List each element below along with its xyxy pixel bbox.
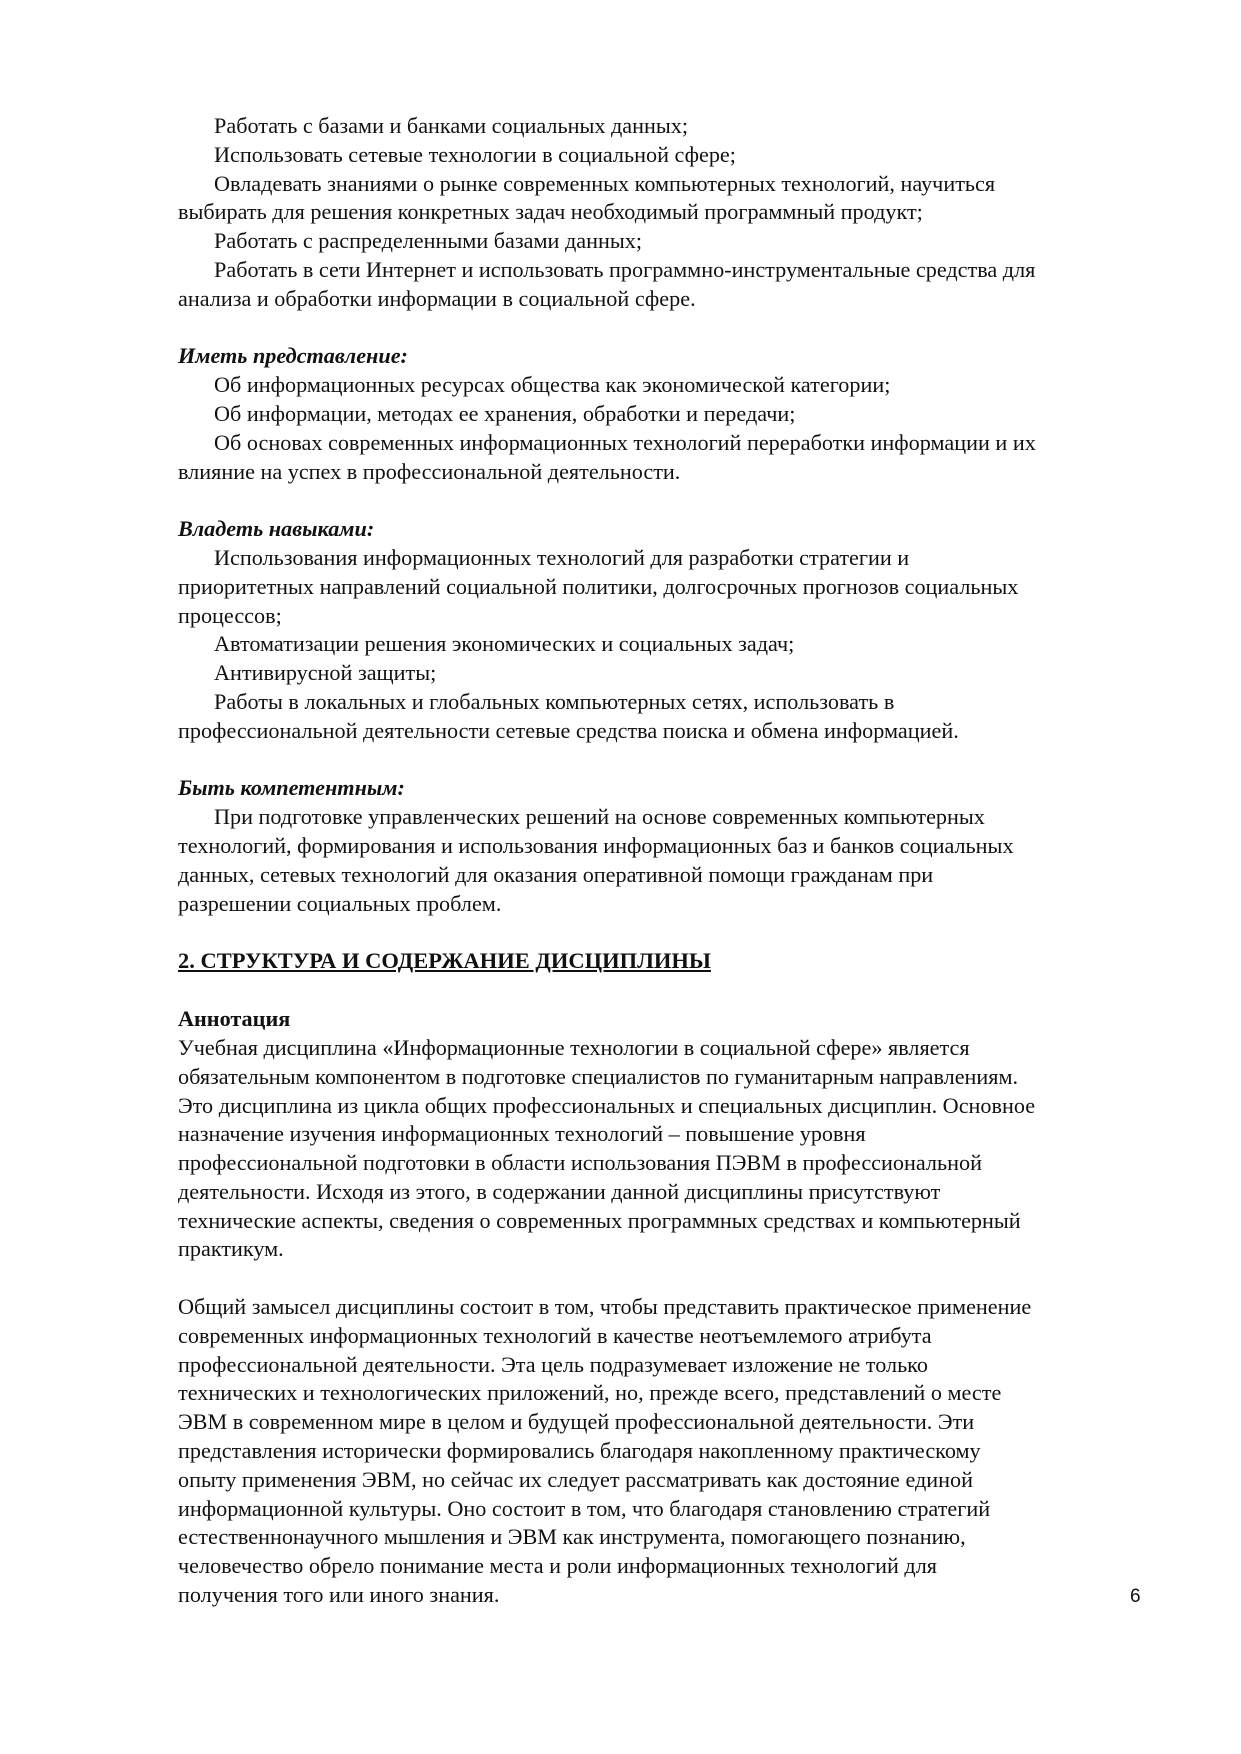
text-line: Об информационных ресурсах общества как экономической категории; xyxy=(214,372,891,398)
text-line: технологий, формирования и использования информационных баз и банков социальных xyxy=(178,832,1014,858)
text-line: данных, сетевых технологий для оказания оперативной помощи гражданам при xyxy=(178,861,934,887)
text-line: приоритетных направлений социальной политики, долгосрочных прогнозов социальных xyxy=(178,573,1019,599)
annotation-block xyxy=(178,1005,1158,1264)
text-line: профессиональной подготовки в области использования ПЭВМ в профессиональной xyxy=(178,1150,982,1176)
text-line: профессиональной деятельности. Эта цель подразумевает изложение не только xyxy=(178,1351,928,1377)
concept-block xyxy=(178,1293,1158,1610)
text-line: Работать в сети Интернет и использовать программно-инструментальные средства для xyxy=(214,256,1036,282)
text-line: Овладевать знаниями о рынке современных компьютерных технологий, научиться xyxy=(214,170,996,196)
representation-heading: Иметь представление: xyxy=(178,343,408,369)
text-line: Это дисциплина из цикла общих профессиональных и специальных дисциплин. Основное xyxy=(178,1092,1036,1118)
text-line: деятельности. Исходя из этого, в содержании данной дисциплины присутствуют xyxy=(178,1178,941,1204)
text-line: анализа и обработки информации в социальной сфере. xyxy=(178,285,696,311)
text-line: технические аспекты, сведения о современных программных средствах и компьютерный xyxy=(178,1207,1021,1233)
spacer xyxy=(178,918,1158,947)
text-line: выбирать для решения конкретных задач необходимый программный продукт; xyxy=(178,199,923,225)
text-line: получения того или иного знания. xyxy=(178,1582,500,1608)
text-line: Работать с распределенными базами данных; xyxy=(214,228,643,254)
document-page xyxy=(178,112,1158,1610)
text-line: назначение изучения информационных технологий – повышение уровня xyxy=(178,1121,866,1147)
spacer xyxy=(178,1264,1158,1293)
text-line: Учебная дисциплина «Информационные технологии в социальной сфере» является xyxy=(178,1034,970,1060)
spacer xyxy=(178,746,1158,775)
work-skills-block xyxy=(178,112,1158,314)
text-line: Автоматизации решения экономических и социальных задач; xyxy=(214,631,795,657)
text-line: опыту применения ЭВМ, но сейчас их следует рассматривать как достояние единой xyxy=(178,1466,973,1492)
skills-heading: Владеть навыками: xyxy=(178,516,375,542)
text-line: Об основах современных информационных технологий переработки информации и их xyxy=(214,429,1036,455)
competent-block xyxy=(178,774,1158,918)
page-number: 6 xyxy=(1130,1586,1141,1607)
spacer xyxy=(178,976,1158,1005)
competent-heading: Быть компетентным: xyxy=(178,775,405,801)
text-line: Антивирусной защиты; xyxy=(214,660,437,686)
text-line: технических и технологических приложений, но, прежде всего, представлений о месте xyxy=(178,1380,1002,1406)
text-line: Использования информационных технологий для разработки стратегии и xyxy=(214,544,910,570)
skills-block xyxy=(178,515,1158,745)
text-line: Работы в локальных и глобальных компьютерных сетях, использовать в xyxy=(214,688,895,714)
text-line: влияние на успех в профессиональной деятельности. xyxy=(178,458,681,484)
text-line: представления исторически формировались благодаря накопленному практическому xyxy=(178,1438,981,1464)
text-line: Использовать сетевые технологии в социальной сфере; xyxy=(214,141,736,167)
text-line: информационной культуры. Оно состоит в том, что благодаря становлению стратегий xyxy=(178,1495,991,1521)
text-line: человечество обрело понимание места и роли информационных технологий для xyxy=(178,1553,937,1579)
text-line: ЭВМ в современном мире в целом и будущей профессиональной деятельности. Эти xyxy=(178,1409,975,1435)
text-line: практикум. xyxy=(178,1236,284,1262)
section-title: 2. СТРУКТУРА И СОДЕРЖАНИЕ ДИСЦИПЛИНЫ xyxy=(178,948,711,974)
spacer xyxy=(178,314,1158,343)
text-line: Работать с базами и банками социальных данных; xyxy=(214,113,689,138)
text-line: процессов; xyxy=(178,602,282,628)
text-line: При подготовке управленческих решений на основе современных компьютерных xyxy=(214,804,985,830)
text-line: обязательным компонентом в подготовке специалистов по гуманитарным направлениям. xyxy=(178,1063,1019,1089)
spacer xyxy=(178,486,1158,515)
annotation-heading: Аннотация xyxy=(178,1006,291,1032)
text-line: Общий замысел дисциплины состоит в том, чтобы представить практическое применение xyxy=(178,1294,1032,1320)
text-line: Об информации, методах ее хранения, обработки и передачи; xyxy=(214,400,796,426)
text-line: разрешении социальных проблем. xyxy=(178,890,502,916)
text-line: естественнонаучного мышления и ЭВМ как инструмента, помогающего познанию, xyxy=(178,1524,966,1550)
representation-block xyxy=(178,342,1158,486)
text-line: современных информационных технологий в качестве неотъемлемого атрибута xyxy=(178,1322,932,1348)
text-line: профессиональной деятельности сетевые средства поиска и обмена информацией. xyxy=(178,717,959,743)
